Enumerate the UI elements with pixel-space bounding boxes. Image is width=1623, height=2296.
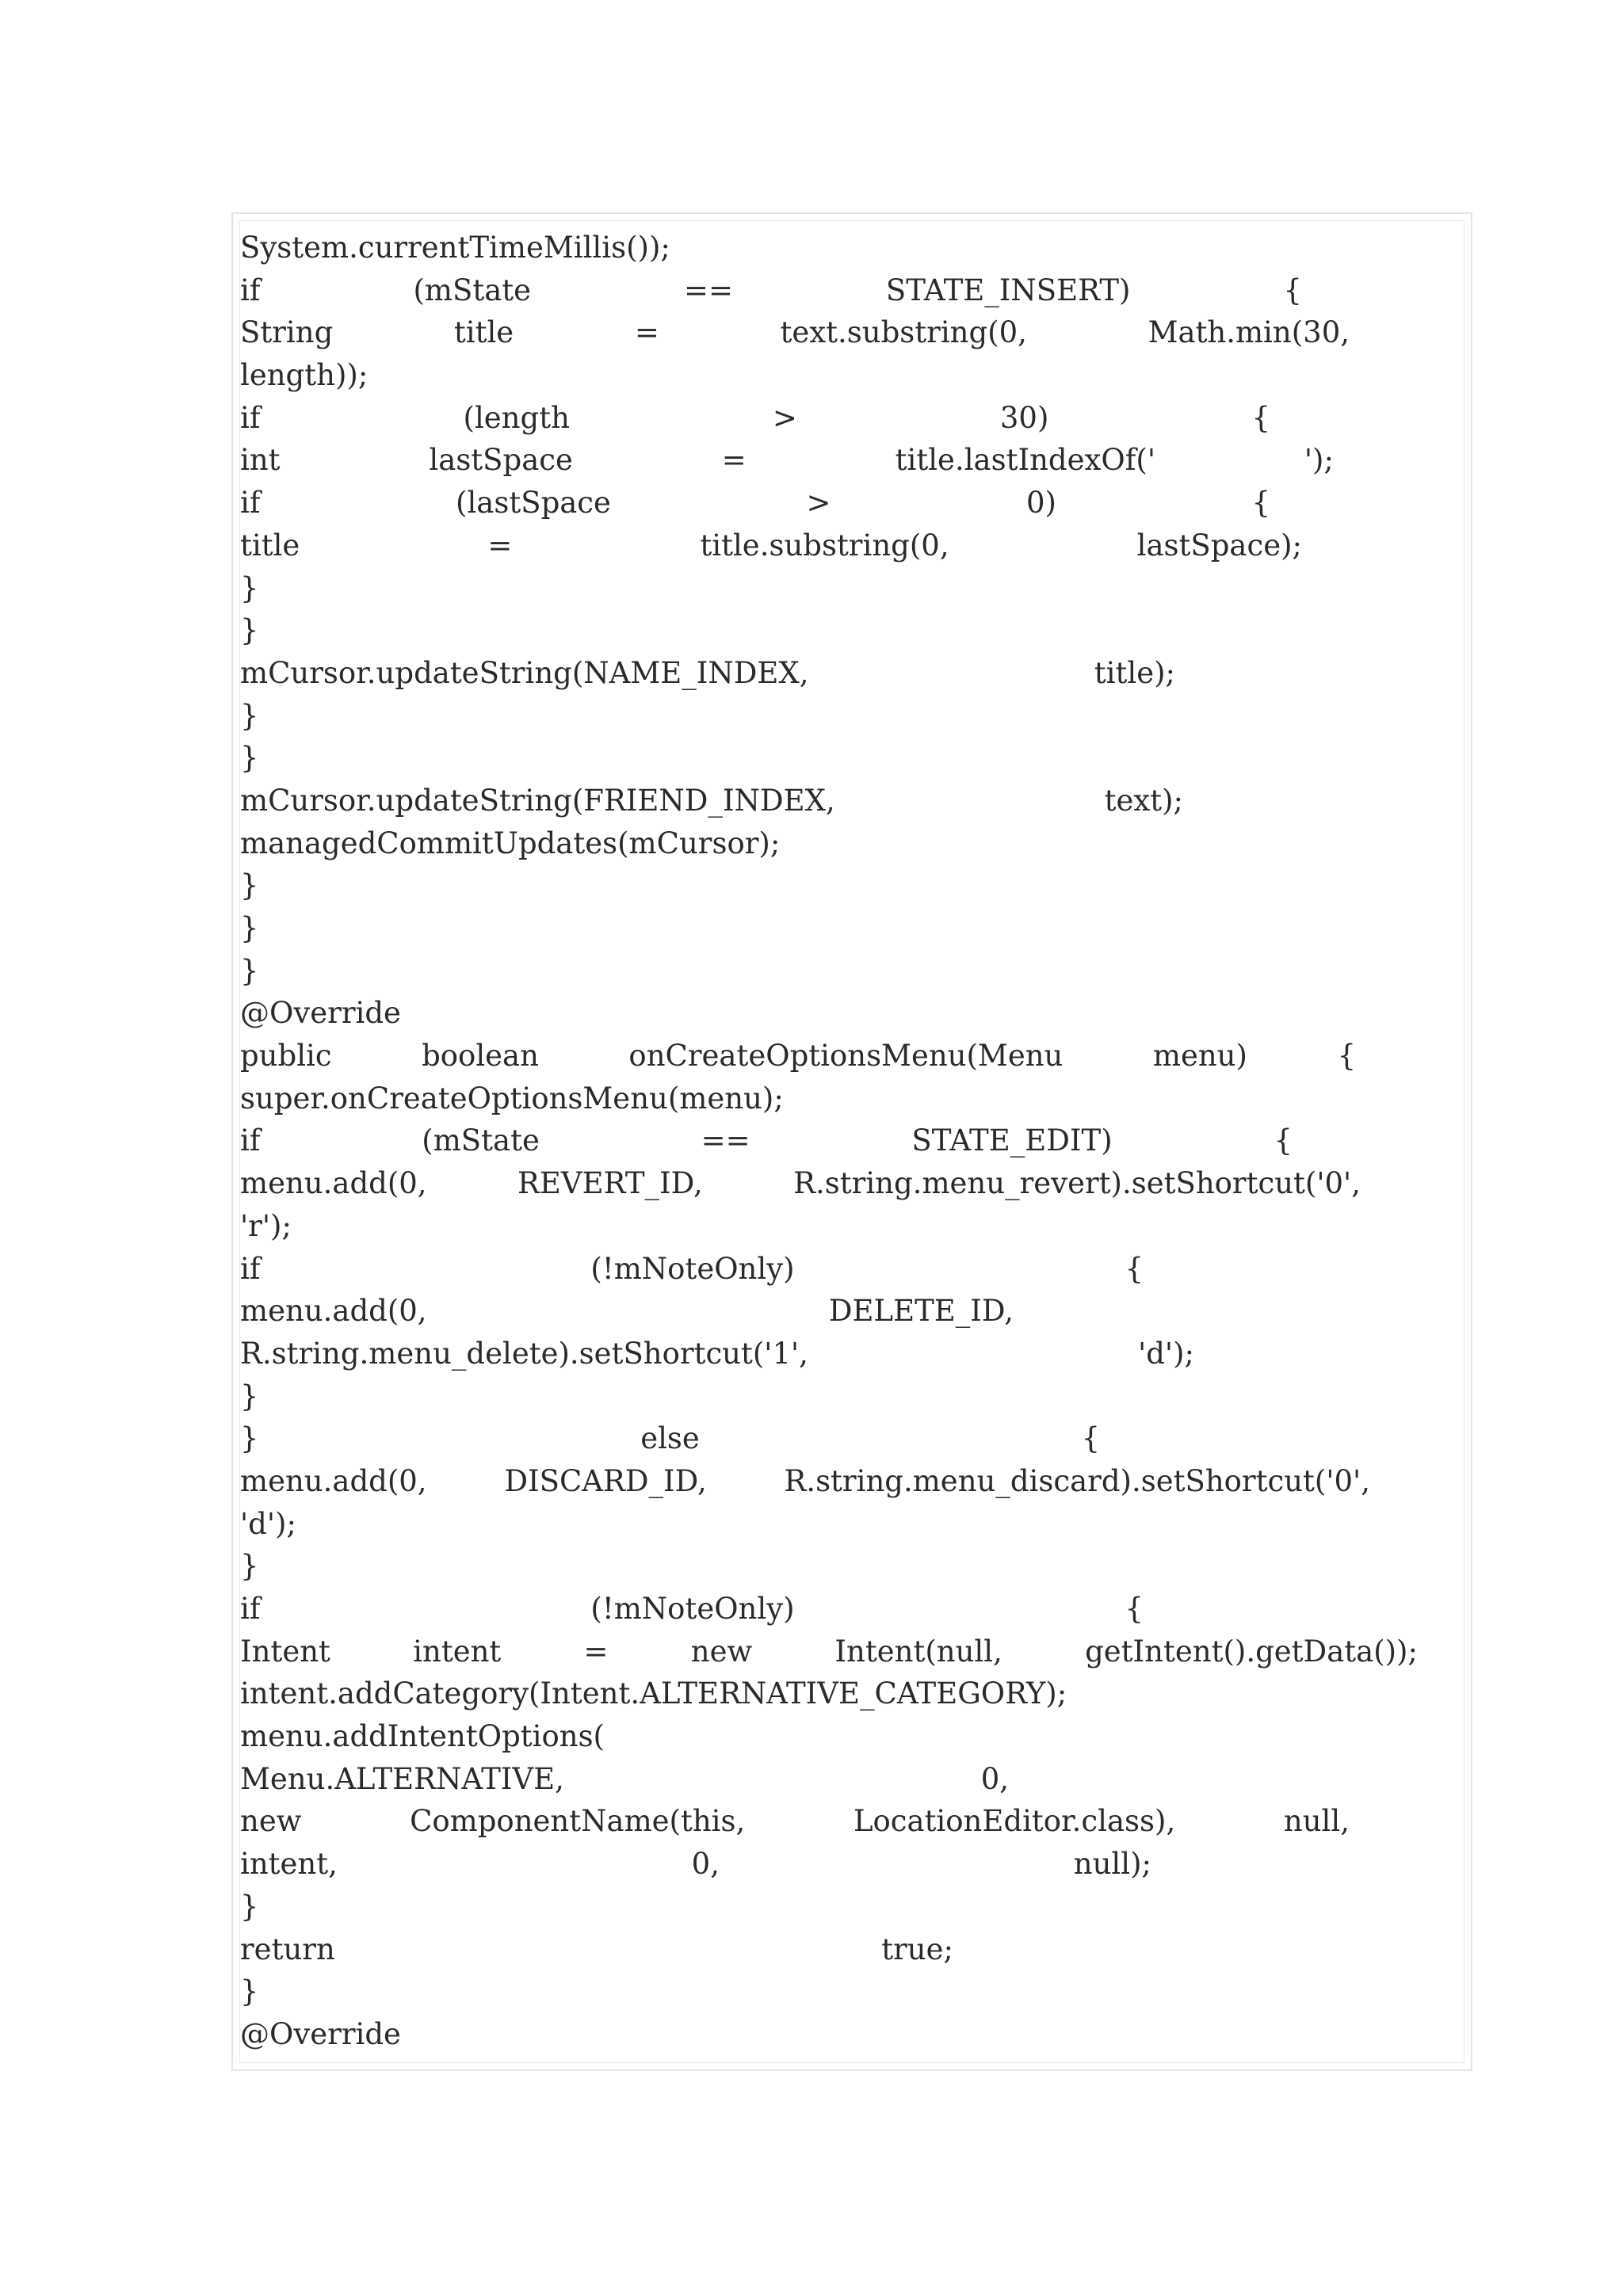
code-token: System.currentTimeMillis()); xyxy=(240,231,670,265)
code-line xyxy=(240,1886,1429,1928)
code-token: title xyxy=(453,315,514,350)
code-token: Intent(null, xyxy=(834,1634,1002,1669)
code-line xyxy=(240,482,1270,524)
code-token: } xyxy=(240,1421,259,1456)
code-line xyxy=(240,1588,1144,1630)
code-token: > xyxy=(772,400,797,435)
code-line xyxy=(240,397,1270,440)
code-token: } xyxy=(240,741,259,776)
code-token: mCursor.updateString(NAME_INDEX, xyxy=(240,655,809,690)
code-token: title.lastIndexOf(' xyxy=(895,443,1155,478)
code-token: 0, xyxy=(980,1761,1009,1796)
code-token: } xyxy=(240,1549,259,1584)
code-line xyxy=(240,695,1429,738)
code-line xyxy=(240,1672,1429,1715)
code-token: boolean xyxy=(422,1039,539,1074)
code-line xyxy=(240,1928,953,1971)
code-token: = xyxy=(634,315,659,350)
code-token: R.string.menu_revert).setShortcut('0', xyxy=(793,1166,1361,1201)
code-token: { xyxy=(1251,400,1270,435)
code-token: if xyxy=(240,273,261,307)
code-token: == xyxy=(701,1123,750,1158)
code-line xyxy=(240,1460,1370,1503)
code-token: if xyxy=(240,1123,261,1158)
code-line xyxy=(240,567,1429,610)
code-token: menu.add(0, xyxy=(240,1166,427,1201)
code-token: menu) xyxy=(1152,1039,1247,1074)
code-token: text); xyxy=(1104,783,1183,818)
code-token: { xyxy=(1251,486,1270,521)
code-line xyxy=(240,1545,1429,1588)
code-token: R.string.menu_discard).setShortcut('0', xyxy=(784,1463,1370,1498)
code-line xyxy=(240,907,1429,950)
code-token: intent.addCategory(Intent.ALTERNATIVE_CATEGORY); xyxy=(240,1676,1067,1711)
code-token: > xyxy=(806,486,831,521)
code-line xyxy=(240,1503,1429,1546)
code-line xyxy=(240,1715,1429,1758)
code-token: { xyxy=(1081,1421,1100,1456)
code-line xyxy=(240,354,1429,397)
code-token: Intent xyxy=(240,1634,330,1669)
code-line xyxy=(240,992,1429,1035)
code-token: 30) xyxy=(999,400,1049,435)
code-token: } xyxy=(240,1974,259,2009)
code-token: return xyxy=(240,1932,335,1966)
code-token: { xyxy=(1125,1592,1144,1626)
code-line xyxy=(240,822,1429,865)
code-token: mCursor.updateString(FRIEND_INDEX, xyxy=(240,783,835,818)
code-line xyxy=(240,1248,1144,1291)
code-token: new xyxy=(690,1634,753,1669)
code-token: = xyxy=(583,1634,609,1669)
code-line xyxy=(240,609,1429,652)
code-token: String xyxy=(240,315,334,350)
code-token: 0, xyxy=(691,1847,720,1882)
code-line xyxy=(240,1333,1194,1375)
code-token: intent, xyxy=(240,1847,338,1882)
code-token: (mState xyxy=(422,1123,540,1158)
code-token: } xyxy=(240,1379,259,1413)
code-line xyxy=(240,1077,1429,1120)
code-token: new xyxy=(240,1804,302,1839)
code-line xyxy=(240,950,1429,993)
code-token: STATE_INSERT) xyxy=(885,273,1131,307)
code-token: DISCARD_ID, xyxy=(504,1463,707,1498)
code-token: = xyxy=(487,528,513,563)
code-token: super.onCreateOptionsMenu(menu); xyxy=(240,1081,784,1116)
code-token: true; xyxy=(881,1932,953,1966)
code-token: 'd'); xyxy=(1138,1336,1194,1371)
code-line xyxy=(240,1290,1014,1333)
code-line xyxy=(240,1970,1429,2013)
code-token: } xyxy=(240,698,259,733)
code-token: } xyxy=(240,911,259,945)
code-token: title); xyxy=(1094,655,1175,690)
code-line xyxy=(240,524,1302,567)
code-token: } xyxy=(240,1889,259,1924)
code-line xyxy=(240,1119,1293,1162)
code-line xyxy=(240,1758,1009,1801)
code-token: length)); xyxy=(240,358,369,393)
code-token: (!mNoteOnly) xyxy=(590,1592,795,1626)
code-token: REVERT_ID, xyxy=(517,1166,703,1201)
code-token: if xyxy=(240,1251,261,1286)
code-token: = xyxy=(721,443,747,478)
code-token: Math.min(30, xyxy=(1148,315,1350,350)
code-token: menu.add(0, xyxy=(240,1294,427,1329)
code-line xyxy=(240,2013,1429,2056)
code-token: @Override xyxy=(240,2016,401,2051)
code-token: text.substring(0, xyxy=(780,315,1027,350)
code-line xyxy=(240,737,1429,780)
code-token: } xyxy=(240,868,259,903)
code-line xyxy=(240,1417,1100,1460)
code-token: null); xyxy=(1073,1847,1151,1882)
code-token: if xyxy=(240,400,261,435)
code-line xyxy=(240,1375,1429,1418)
code-token: { xyxy=(1274,1123,1293,1158)
code-line xyxy=(240,1843,1151,1886)
code-token: intent xyxy=(413,1634,502,1669)
code-token: lastSpace xyxy=(429,443,573,478)
code-token: R.string.menu_delete).setShortcut('1', xyxy=(240,1336,808,1371)
code-token: ComponentName(this, xyxy=(410,1804,746,1839)
code-token: if xyxy=(240,1592,261,1626)
code-block xyxy=(240,227,1429,2056)
code-line xyxy=(240,227,1429,269)
code-line xyxy=(240,1630,1418,1673)
code-token: int xyxy=(240,443,281,478)
code-line xyxy=(240,1035,1356,1077)
code-line xyxy=(240,864,1429,907)
code-token: onCreateOptionsMenu(Menu xyxy=(628,1039,1064,1074)
code-token: if xyxy=(240,486,261,521)
code-token: DELETE_ID, xyxy=(828,1294,1014,1329)
code-token: 'd'); xyxy=(240,1506,296,1541)
code-line xyxy=(240,311,1350,354)
code-token: menu.addIntentOptions( xyxy=(240,1719,605,1754)
code-line xyxy=(240,439,1334,482)
code-line xyxy=(240,780,1183,822)
code-token: STATE_EDIT) xyxy=(911,1123,1113,1158)
code-token: null, xyxy=(1283,1804,1350,1839)
code-token: menu.add(0, xyxy=(240,1463,427,1498)
code-token: (mState xyxy=(413,273,532,307)
code-token: } xyxy=(240,570,259,605)
code-line xyxy=(240,1162,1361,1205)
code-token: @Override xyxy=(240,996,401,1031)
code-token: } xyxy=(240,613,259,648)
code-token: else xyxy=(640,1421,700,1456)
code-token: { xyxy=(1337,1039,1356,1074)
code-line xyxy=(240,1800,1350,1843)
code-token: } xyxy=(240,953,259,988)
code-token: title xyxy=(240,528,300,563)
code-token: managedCommitUpdates(mCursor); xyxy=(240,826,781,860)
code-token: (lastSpace xyxy=(456,486,611,521)
code-token: Menu.ALTERNATIVE, xyxy=(240,1761,564,1796)
code-token: 0) xyxy=(1025,486,1056,521)
code-token: title.substring(0, xyxy=(700,528,949,563)
code-token: { xyxy=(1125,1251,1144,1286)
code-token: 'r'); xyxy=(240,1208,292,1243)
code-token: lastSpace); xyxy=(1136,528,1302,563)
code-token: == xyxy=(683,273,733,307)
code-line xyxy=(240,1205,1429,1248)
code-line xyxy=(240,269,1302,312)
code-token: LocationEditor.class), xyxy=(853,1804,1176,1839)
code-token: { xyxy=(1283,273,1302,307)
code-token: getIntent().getData()); xyxy=(1085,1634,1418,1669)
code-token: (!mNoteOnly) xyxy=(590,1251,795,1286)
code-token: (length xyxy=(463,400,570,435)
code-token: '); xyxy=(1304,443,1334,478)
code-token: public xyxy=(240,1039,332,1074)
code-line xyxy=(240,652,1175,695)
